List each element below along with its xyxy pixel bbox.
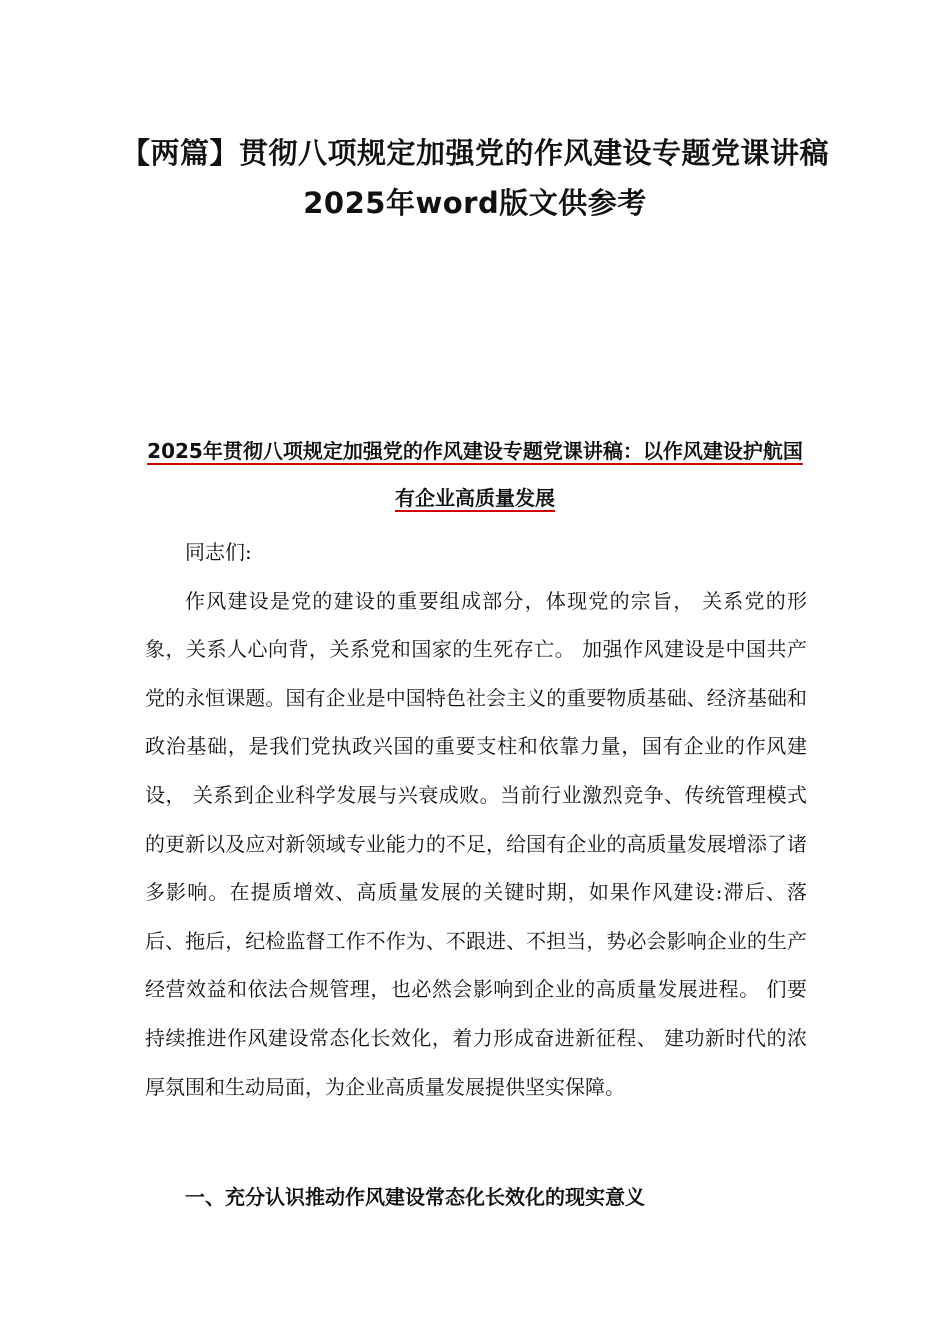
salutation: 同志们: [185, 540, 252, 564]
section-1-heading: 一、充分认识推动作风建设常态化长效化的现实意义 [185, 1185, 645, 1209]
document-sub-title [140, 428, 810, 522]
document-sub-title-text: 2025年贯彻八项规定加强党的作风建设专题党课讲稿：以作风建设护航国有企业高质量发展 [147, 439, 803, 510]
document-main-title: 【两篇】贯彻八项规定加强党的作风建设专题党课讲稿2025年word版文供参考 [120, 136, 829, 220]
document-body [145, 528, 807, 1111]
paragraph-1: 作风建设是党的建设的重要组成部分，体现党的宗旨， 关系党的形象，关系人心向背，关系党和国家的生死存亡。 加强作风建设是中国共产党的永恒课题。国有企业是中国特色社会主义的重要物质基础、经济基础和政治基础，是我们党执政兴国的重要支柱和依靠力量，国有企业的作风建设， 关系到企业科学发展与兴衰成败。当前行业激烈竞争、传统管理模式的更新以及应对新领域专业能力的不足，给国有企业的高质量发展增添了诸多影响。在提质增效、高质量发展的关键时期，如果作风建设:滞后、落后、拖后，纪检监督工作不作为、不跟进、不担当，势必会影响企业的生产经营效益和依法合规管理，也必然会影响到企业的高质量发展进程。 们要持续推进作风建设常态化长效化，着力形成奋进新征程、 建功新时代的浓厚氛围和生动局面，为企业高质量发展提供坚实保障。 [145, 588, 807, 1099]
